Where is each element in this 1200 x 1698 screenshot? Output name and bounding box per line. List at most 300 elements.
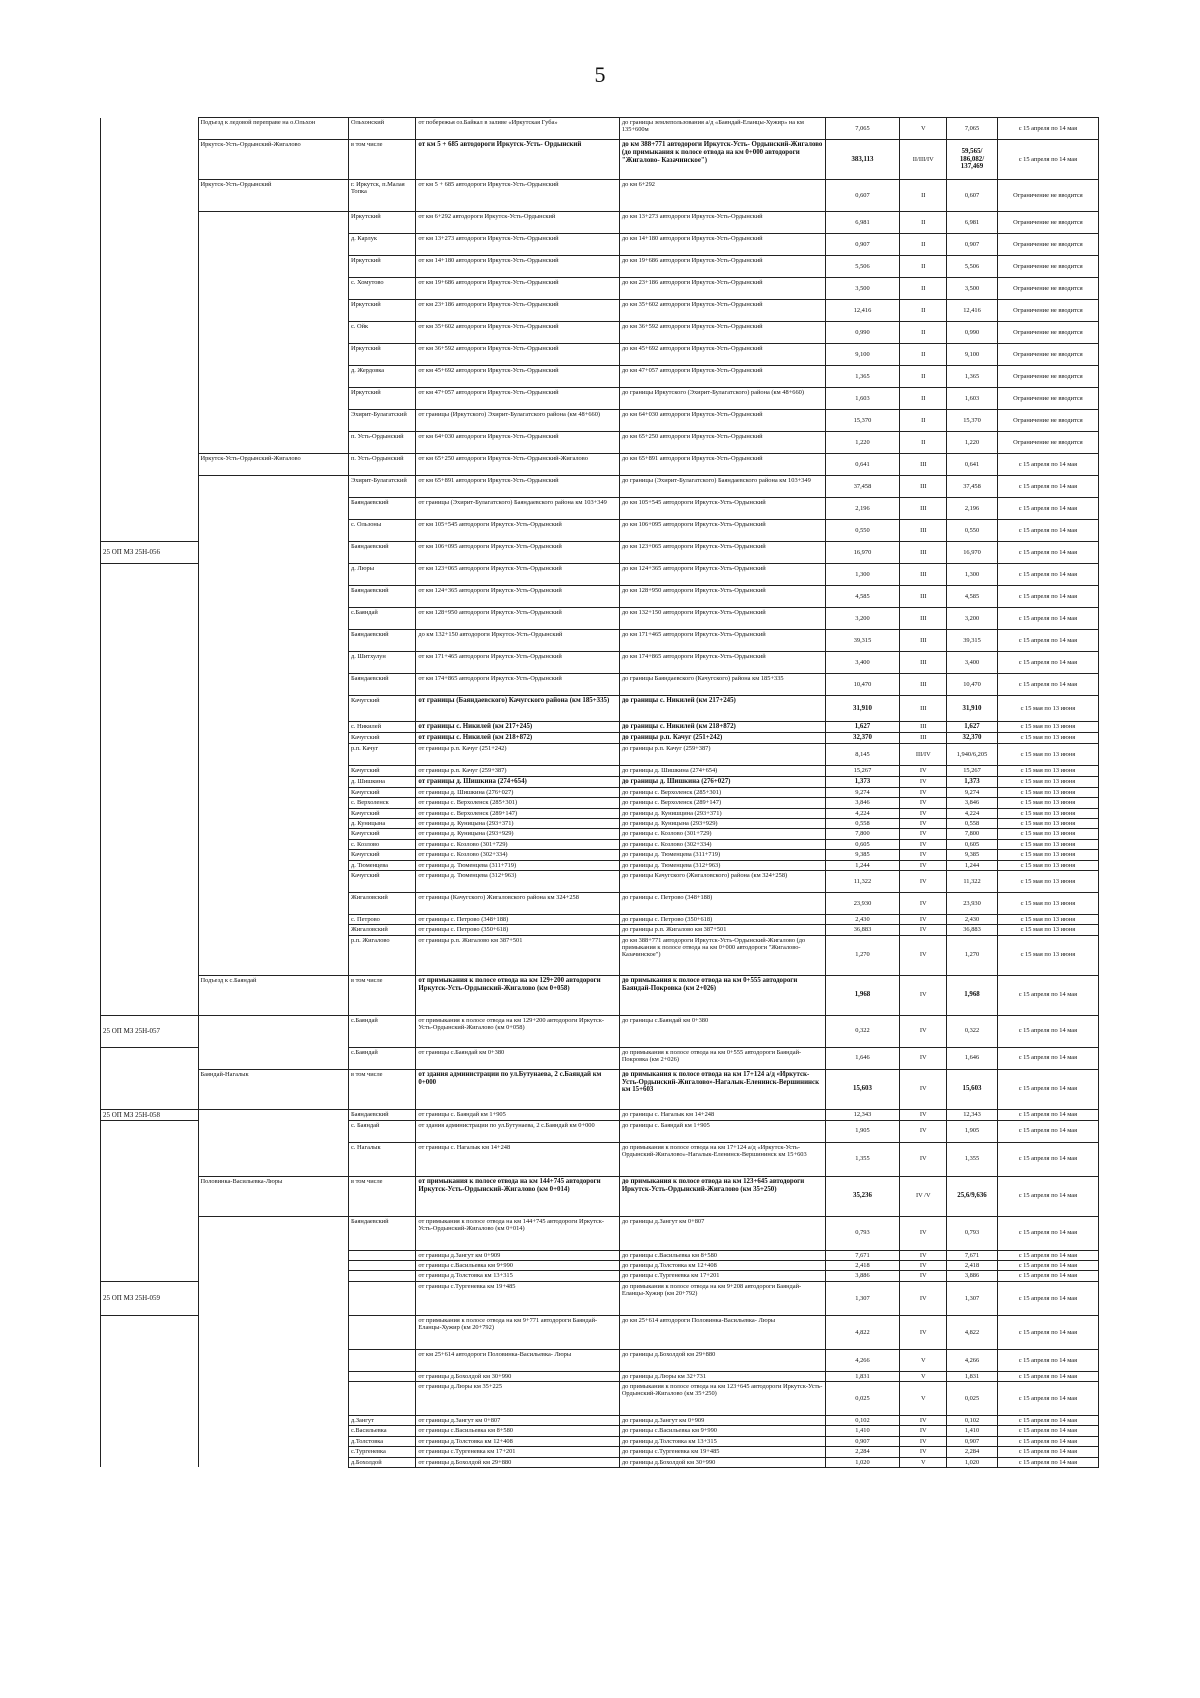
category-length-cell: 39,315: [947, 630, 998, 652]
table-row: [101, 1447, 1099, 1457]
length-cell: 1,627: [825, 722, 900, 733]
road-code-cell: [101, 564, 199, 586]
segment-start-cell: от км 64+030 автодороги Иркутск-Усть-Ордынский: [416, 432, 619, 454]
category-cell: IV: [900, 935, 947, 975]
table-row: [101, 1382, 1099, 1416]
category-length-cell: 2,284: [947, 1447, 998, 1457]
restriction-period-cell: с 15 апреля по 14 мая: [997, 1216, 1098, 1250]
road-code-cell: [101, 140, 199, 180]
length-cell: 0,907: [825, 1436, 900, 1446]
restriction-period-cell: с 15 апреля по 14 мая: [997, 1120, 1098, 1142]
road-code-cell: [101, 839, 199, 849]
segment-start-cell: от примыкания к полосе отвода на км 129+200 автодороги Иркутск-Усть-Ордынский-Жигалово (км 0+058): [416, 975, 619, 1015]
segment-start-cell: от границы д. Куницына (293+929): [416, 829, 619, 839]
category-length-cell: 2,196: [947, 498, 998, 520]
length-cell: 7,800: [825, 829, 900, 839]
road-name-cell: [198, 630, 348, 652]
road-code-cell: [101, 1382, 199, 1416]
segment-start-cell: от здания администрации по ул.Бутунаева, 2 с.Баяндай км 0+000: [416, 1120, 619, 1142]
restriction-period-cell: с 15 мая по 13 июня: [997, 850, 1098, 860]
segment-end-cell: до границы с.Васильевка км 9+990: [619, 1426, 825, 1436]
length-cell: 16,970: [825, 542, 900, 564]
length-cell: 1,220: [825, 432, 900, 454]
segment-start-cell: от границы с. Баяндай км 1+905: [416, 1109, 619, 1120]
segment-end-cell: до границы д.Бохолдой км 29+880: [619, 1349, 825, 1371]
road-code-cell: [101, 925, 199, 935]
segment-end-cell: до примыкания к полосе отвода на км 123+645 автодороги Иркутск-Усть-Ордынский-Жигалово (км 35+250): [619, 1382, 825, 1416]
category-cell: IV: [900, 1416, 947, 1426]
district-cell: [348, 1250, 415, 1260]
category-cell: IV: [900, 975, 947, 1015]
segment-end-cell: до границы д.Зангут км 0+807: [619, 1216, 825, 1250]
table-row: [101, 892, 1099, 914]
road-code-cell: [101, 1349, 199, 1371]
table-row: [101, 300, 1099, 322]
road-code-cell: [101, 1271, 199, 1281]
segment-end-cell: до границы Качугского (Жигаловского) района (км 324+258): [619, 870, 825, 892]
table-row: [101, 322, 1099, 344]
road-code-cell: [101, 788, 199, 798]
district-cell: [348, 1349, 415, 1371]
district-cell: Качугский: [348, 850, 415, 860]
district-cell: Жигаловский: [348, 925, 415, 935]
length-cell: 3,500: [825, 278, 900, 300]
district-cell: Баяндаевский: [348, 630, 415, 652]
road-code-cell: [101, 454, 199, 476]
district-cell: д. Куницына: [348, 819, 415, 829]
restriction-period-cell: с 15 апреля по 14 мая: [997, 586, 1098, 608]
restriction-period-cell: с 15 апреля по 14 мая: [997, 1447, 1098, 1457]
district-cell: р.п. Жигалово: [348, 935, 415, 975]
road-name-cell: [198, 766, 348, 777]
table-row: [101, 839, 1099, 849]
road-code-cell: [101, 798, 199, 808]
road-name-cell: [198, 892, 348, 914]
category-length-cell: 31,910: [947, 696, 998, 722]
category-cell: III: [900, 630, 947, 652]
category-cell: V: [900, 1349, 947, 1371]
road-name-cell: [198, 388, 348, 410]
category-length-cell: 4,822: [947, 1315, 998, 1349]
road-code-cell: [101, 344, 199, 366]
table-row: [101, 1069, 1099, 1109]
category-cell: IV: [900, 819, 947, 829]
restriction-period-cell: с 15 апреля по 14 мая: [997, 454, 1098, 476]
road-code-cell: [101, 520, 199, 542]
segment-start-cell: от км 6+292 автодороги Иркутск-Усть-Ордынский: [416, 212, 619, 234]
road-code-cell: [101, 1216, 199, 1250]
restriction-period-cell: с 15 апреля по 14 мая: [997, 1142, 1098, 1176]
table-row: [101, 180, 1099, 212]
road-name-cell: [198, 733, 348, 744]
page-number: 5: [594, 62, 606, 87]
restriction-period-cell: с 15 мая по 13 июня: [997, 829, 1098, 839]
road-name-cell: [198, 1015, 348, 1047]
district-cell: д. Тюменцева: [348, 860, 415, 870]
segment-start-cell: от здания администрации по ул.Бутунаева, 2 с.Баяндай км 0+000: [416, 1069, 619, 1109]
category-length-cell: 0,907: [947, 1436, 998, 1446]
length-cell: 37,458: [825, 476, 900, 498]
category-cell: IV: [900, 1069, 947, 1109]
category-length-cell: 9,100: [947, 344, 998, 366]
length-cell: 4,224: [825, 808, 900, 818]
road-code-cell: [101, 608, 199, 630]
district-cell: с.Баяндай: [348, 1047, 415, 1069]
segment-start-cell: от км 65+891 автодороги Иркутск-Усть-Ордынский: [416, 476, 619, 498]
table-row: [101, 256, 1099, 278]
district-cell: Качугский: [348, 829, 415, 839]
category-cell: IV: [900, 777, 947, 788]
category-cell: IV: [900, 1271, 947, 1281]
road-name-cell: [198, 652, 348, 674]
district-cell: Баяндаевский: [348, 1109, 415, 1120]
category-cell: II: [900, 256, 947, 278]
category-length-cell: 7,800: [947, 829, 998, 839]
segment-start-cell: от км 105+545 автодороги Иркутск-Усть-Ордынский: [416, 520, 619, 542]
category-length-cell: 1,270: [947, 935, 998, 975]
segment-end-cell: до км 174+865 автодороги Иркутск-Усть-Ордынский: [619, 652, 825, 674]
category-cell: II: [900, 344, 947, 366]
length-cell: 23,930: [825, 892, 900, 914]
road-code-cell: [101, 914, 199, 924]
segment-end-cell: до границы с. Никилей (км 218+872): [619, 722, 825, 733]
table-row: [101, 925, 1099, 935]
length-cell: 15,603: [825, 1069, 900, 1109]
category-length-cell: 5,506: [947, 256, 998, 278]
road-code-cell: [101, 766, 199, 777]
table-row: [101, 829, 1099, 839]
segment-end-cell: до границы (Эхирит-Булагатского) Баяндаевского района км 103+349: [619, 476, 825, 498]
segment-end-cell: до км 35+602 автодороги Иркутск-Усть-Ордынский: [619, 300, 825, 322]
category-cell: IV: [900, 1426, 947, 1436]
road-name-cell: [198, 1047, 348, 1069]
length-cell: 11,322: [825, 870, 900, 892]
category-cell: III: [900, 520, 947, 542]
road-code-cell: [101, 1371, 199, 1381]
road-name-cell: [198, 829, 348, 839]
category-cell: IV: [900, 808, 947, 818]
category-cell: II: [900, 388, 947, 410]
category-length-cell: 36,883: [947, 925, 998, 935]
segment-end-cell: до границы д.Люры км 32+731: [619, 1371, 825, 1381]
table-row: [101, 1250, 1099, 1260]
road-name-cell: [198, 1349, 348, 1371]
category-cell: III: [900, 476, 947, 498]
road-code-cell: [101, 850, 199, 860]
category-cell: IV: [900, 1315, 947, 1349]
segment-start-cell: от границы д.Бохолдой км 30+990: [416, 1371, 619, 1381]
category-cell: III: [900, 696, 947, 722]
category-length-cell: 0,558: [947, 819, 998, 829]
category-cell: IV: [900, 1281, 947, 1315]
district-cell: Эхирит-Булагатский: [348, 410, 415, 432]
segment-start-cell: от границы с. Никилей (км 218+872): [416, 733, 619, 744]
road-name-cell: [198, 1416, 348, 1426]
road-code-cell: [101, 722, 199, 733]
segment-start-cell: от км 47+057 автодороги Иркутск-Усть-Ордынский: [416, 388, 619, 410]
category-length-cell: 1,940/6,205: [947, 744, 998, 766]
category-length-cell: 3,200: [947, 608, 998, 630]
restriction-period-cell: с 15 апреля по 14 мая: [997, 1436, 1098, 1446]
segment-start-cell: от км 13+273 автодороги Иркутск-Усть-Ордынский: [416, 234, 619, 256]
road-name-cell: [198, 498, 348, 520]
category-cell: IV: [900, 788, 947, 798]
restriction-period-cell: с 15 апреля по 14 мая: [997, 975, 1098, 1015]
category-cell: III: [900, 586, 947, 608]
table-row: [101, 850, 1099, 860]
road-name-cell: [198, 542, 348, 564]
district-cell: [348, 1315, 415, 1349]
length-cell: 9,274: [825, 788, 900, 798]
table-row: [101, 118, 1099, 140]
road-code-cell: [101, 118, 199, 140]
category-length-cell: 0,907: [947, 234, 998, 256]
category-cell: III: [900, 498, 947, 520]
category-length-cell: 1,365: [947, 366, 998, 388]
restriction-period-cell: с 15 апреля по 14 мая: [997, 1371, 1098, 1381]
road-code-cell: [101, 410, 199, 432]
category-length-cell: 1,831: [947, 1371, 998, 1381]
segment-start-cell: до км 132+150 автодороги Иркутск-Усть-Ордынский: [416, 630, 619, 652]
table-row: [101, 766, 1099, 777]
restriction-period-cell: с 15 мая по 13 июня: [997, 696, 1098, 722]
category-length-cell: 7,671: [947, 1250, 998, 1260]
length-cell: 4,822: [825, 1315, 900, 1349]
category-cell: II: [900, 234, 947, 256]
district-cell: с.Тургеневка: [348, 1447, 415, 1457]
restriction-period-cell: с 15 апреля по 14 мая: [997, 564, 1098, 586]
category-cell: II/III/IV: [900, 140, 947, 180]
segment-start-cell: от границы с.Васильевка км 9+990: [416, 1261, 619, 1271]
category-length-cell: 0,102: [947, 1416, 998, 1426]
road-name-cell: [198, 432, 348, 454]
road-name-cell: [198, 476, 348, 498]
segment-start-cell: от границы д.Зангут км 0+807: [416, 1416, 619, 1426]
restriction-period-cell: с 15 апреля по 14 мая: [997, 1349, 1098, 1371]
segment-start-cell: от границы с.Тургеневка км 19+485: [416, 1281, 619, 1315]
category-cell: V: [900, 1382, 947, 1416]
category-length-cell: 0,322: [947, 1015, 998, 1047]
table-row: [101, 1416, 1099, 1426]
segment-end-cell: до границы д. Кунишцина (293+371): [619, 808, 825, 818]
table-row: [101, 819, 1099, 829]
road-name-cell: Подъезд к ледовой переправе на о.Ольхон: [198, 118, 348, 140]
restriction-period-cell: с 15 мая по 13 июня: [997, 733, 1098, 744]
category-cell: V: [900, 1457, 947, 1467]
category-length-cell: 59,565/ 186,082/ 137,469: [947, 140, 998, 180]
district-cell: [348, 1281, 415, 1315]
district-cell: Качугский: [348, 808, 415, 818]
road-name-cell: [198, 819, 348, 829]
district-cell: [348, 1371, 415, 1381]
restriction-period-cell: с 15 апреля по 14 мая: [997, 1271, 1098, 1281]
table-row: [101, 454, 1099, 476]
category-length-cell: 2,418: [947, 1261, 998, 1271]
road-name-cell: [198, 788, 348, 798]
restriction-period-cell: с 15 апреля по 14 мая: [997, 498, 1098, 520]
category-length-cell: 0,550: [947, 520, 998, 542]
restriction-period-cell: с 15 апреля по 14 мая: [997, 1457, 1098, 1467]
segment-end-cell: до км 6+292: [619, 180, 825, 212]
restriction-period-cell: с 15 мая по 13 июня: [997, 914, 1098, 924]
road-name-cell: [198, 860, 348, 870]
length-cell: 1,270: [825, 935, 900, 975]
road-code-cell: [101, 1416, 199, 1426]
road-code-cell: [101, 432, 199, 454]
length-cell: 3,400: [825, 652, 900, 674]
category-cell: III: [900, 564, 947, 586]
district-cell: Баяндаевский: [348, 542, 415, 564]
segment-start-cell: от границы с.Тургеневка км 17+201: [416, 1447, 619, 1457]
restriction-period-cell: с 15 апреля по 14 мая: [997, 1109, 1098, 1120]
segment-end-cell: до границы р.п. Жигалово км 387+501: [619, 925, 825, 935]
road-name-cell: [198, 1261, 348, 1271]
table-row: [101, 798, 1099, 808]
length-cell: 36,883: [825, 925, 900, 935]
restriction-period-cell: с 15 апреля по 14 мая: [997, 520, 1098, 542]
restriction-period-cell: Ограничение не вводится: [997, 410, 1098, 432]
restriction-period-cell: с 15 мая по 13 июня: [997, 777, 1098, 788]
length-cell: 15,267: [825, 766, 900, 777]
road-name-cell: Половинка-Васильевка-Люры: [198, 1176, 348, 1216]
restriction-period-cell: Ограничение не вводится: [997, 180, 1098, 212]
category-length-cell: 1,410: [947, 1426, 998, 1436]
road-name-cell: [198, 1216, 348, 1250]
table-body: [101, 118, 1099, 1468]
road-name-cell: [198, 674, 348, 696]
category-length-cell: 1,373: [947, 777, 998, 788]
table-row: [101, 542, 1099, 564]
road-code-cell: [101, 278, 199, 300]
length-cell: 3,846: [825, 798, 900, 808]
district-cell: д. Жердовка: [348, 366, 415, 388]
segment-start-cell: от км 35+602 автодороги Иркутск-Усть-Ордынский: [416, 322, 619, 344]
table-row: [101, 476, 1099, 498]
road-name-cell: [198, 1426, 348, 1436]
table-row: [101, 1109, 1099, 1120]
table-row: [101, 278, 1099, 300]
length-cell: 1,020: [825, 1457, 900, 1467]
restriction-period-cell: с 15 мая по 13 июня: [997, 722, 1098, 733]
road-name-cell: [198, 300, 348, 322]
road-code-cell: [101, 733, 199, 744]
segment-start-cell: от км 5 + 685 автодороги Иркутск-Усть-Ордынский: [416, 180, 619, 212]
segment-start-cell: от км 65+250 автодороги Иркутск-Усть-Ордынский-Жигалово: [416, 454, 619, 476]
restriction-period-cell: Ограничение не вводится: [997, 212, 1098, 234]
segment-end-cell: до границы Баяндаевского (Качугского) района км 185+335: [619, 674, 825, 696]
table-row: [101, 1120, 1099, 1142]
length-cell: 1,831: [825, 1371, 900, 1381]
segment-start-cell: от км 25+614 автодороги Половинка-Васильевка- Люры: [416, 1349, 619, 1371]
district-cell: Качугский: [348, 696, 415, 722]
restriction-period-cell: с 15 мая по 13 июня: [997, 935, 1098, 975]
segment-start-cell: от границы д.Бохолдой км 29+880: [416, 1457, 619, 1467]
district-cell: [348, 1271, 415, 1281]
table-row: [101, 1349, 1099, 1371]
district-cell: с. Баяндай: [348, 1120, 415, 1142]
length-cell: 3,200: [825, 608, 900, 630]
segment-end-cell: до границы с. Баяндай км 1+905: [619, 1120, 825, 1142]
district-cell: Баяндаевский: [348, 1216, 415, 1250]
road-code-cell: [101, 696, 199, 722]
segment-start-cell: от км 123+065 автодороги Иркутск-Усть-Ордынский: [416, 564, 619, 586]
length-cell: 15,370: [825, 410, 900, 432]
category-cell: III: [900, 733, 947, 744]
road-name-cell: Подъезд к с.Баяндай: [198, 975, 348, 1015]
district-cell: Жигаловский: [348, 892, 415, 914]
road-code-cell: [101, 234, 199, 256]
restriction-period-cell: с 15 мая по 13 июня: [997, 788, 1098, 798]
roads-table: [100, 117, 1099, 1468]
restriction-period-cell: с 15 апреля по 14 мая: [997, 1069, 1098, 1109]
district-cell: д. Люры: [348, 564, 415, 586]
length-cell: 12,343: [825, 1109, 900, 1120]
table-row: [101, 1371, 1099, 1381]
district-cell: Баяндаевский: [348, 674, 415, 696]
road-name-cell: [198, 1250, 348, 1260]
segment-start-cell: от границы с. Нагалык км 14+248: [416, 1142, 619, 1176]
category-length-cell: 0,990: [947, 322, 998, 344]
category-length-cell: 3,400: [947, 652, 998, 674]
category-length-cell: 37,458: [947, 476, 998, 498]
segment-end-cell: до границы с. Никилей (км 217+245): [619, 696, 825, 722]
category-cell: II: [900, 300, 947, 322]
segment-start-cell: от границы (Иркутского) Эхирит-Булагатского района (км 48+660): [416, 410, 619, 432]
category-cell: III: [900, 722, 947, 733]
segment-end-cell: до км 47+057 автодороги Иркутск-Усть-Ордынский: [619, 366, 825, 388]
table-row: [101, 722, 1099, 733]
category-cell: V: [900, 118, 947, 140]
segment-start-cell: от км 19+686 автодороги Иркутск-Усть-Ордынский: [416, 278, 619, 300]
segment-end-cell: до границы д. Шишкина (276+027): [619, 777, 825, 788]
district-cell: с. Ойк: [348, 322, 415, 344]
segment-start-cell: от границы д. Тюменцева (311+719): [416, 860, 619, 870]
table-row: [101, 1457, 1099, 1467]
road-code-cell: [101, 1447, 199, 1457]
length-cell: 0,793: [825, 1216, 900, 1250]
segment-end-cell: до границы д. Куницына (293+929): [619, 819, 825, 829]
segment-start-cell: от границы с. Никилей (км 217+245): [416, 722, 619, 733]
length-cell: 9,385: [825, 850, 900, 860]
category-length-cell: 1,307: [947, 1281, 998, 1315]
district-cell: с. Петрово: [348, 914, 415, 924]
length-cell: 5,506: [825, 256, 900, 278]
length-cell: 1,307: [825, 1281, 900, 1315]
segment-start-cell: от границы р.п. Качуг (259+387): [416, 766, 619, 777]
district-cell: д.Зангут: [348, 1416, 415, 1426]
table-row: [101, 366, 1099, 388]
segment-start-cell: от границы с. Козлово (301+729): [416, 839, 619, 849]
table-row: [101, 744, 1099, 766]
segment-end-cell: до км 123+065 автодороги Иркутск-Усть-Ордынский: [619, 542, 825, 564]
length-cell: 1,355: [825, 1142, 900, 1176]
category-cell: III: [900, 454, 947, 476]
road-code-cell: [101, 860, 199, 870]
table-row: [101, 1142, 1099, 1176]
restriction-period-cell: с 15 апреля по 14 мая: [997, 1261, 1098, 1271]
category-cell: IV: [900, 829, 947, 839]
restriction-period-cell: с 15 апреля по 14 мая: [997, 1047, 1098, 1069]
segment-end-cell: до границы д. Шишкина (274+654): [619, 766, 825, 777]
road-name-cell: [198, 1371, 348, 1381]
category-length-cell: 4,585: [947, 586, 998, 608]
restriction-period-cell: с 15 мая по 13 июня: [997, 870, 1098, 892]
road-code-cell: [101, 256, 199, 278]
road-code-cell: [101, 322, 199, 344]
table-row: [101, 212, 1099, 234]
segment-start-cell: от побережья оз.Байкал в заливе «Иркутская Губа»: [416, 118, 619, 140]
restriction-period-cell: с 15 апреля по 14 мая: [997, 1382, 1098, 1416]
